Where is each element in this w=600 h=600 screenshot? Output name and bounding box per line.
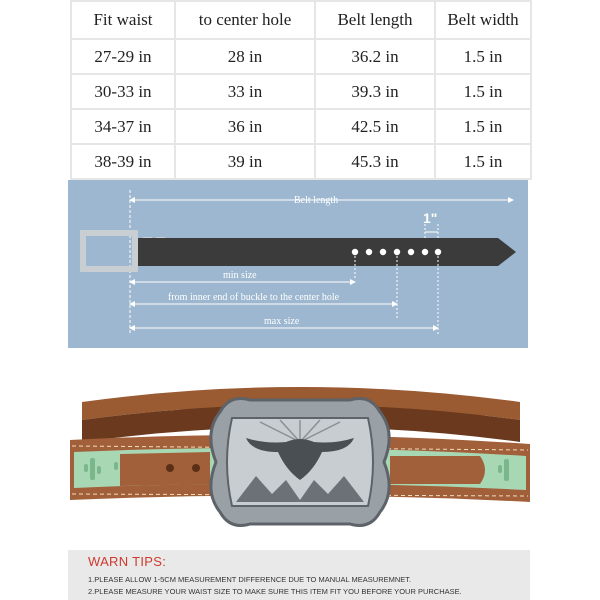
- table-cell: 28 in: [175, 39, 315, 74]
- table-cell: 34-37 in: [71, 109, 175, 144]
- belt-length-label: Belt length: [294, 195, 339, 206]
- header-belt-length: Belt length: [315, 1, 435, 39]
- warn-tips-title: WARN TIPS:: [88, 554, 167, 569]
- table-cell: 1.5 in: [435, 144, 531, 179]
- table-row: [71, 144, 531, 179]
- max-size-label: max size: [264, 316, 300, 327]
- table-row: [71, 109, 531, 144]
- table-cell: 27-29 in: [71, 39, 175, 74]
- table-row: [71, 39, 531, 74]
- header-fit-waist: Fit waist: [71, 1, 175, 39]
- table-cell: 45.3 in: [315, 144, 435, 179]
- center-hole-label: from inner end of buckle to the center hole: [168, 292, 340, 303]
- warn-tips-panel: [68, 550, 530, 600]
- table-cell: 42.5 in: [315, 109, 435, 144]
- table-cell: 39.3 in: [315, 74, 435, 109]
- table-row: [71, 74, 531, 109]
- size-table: [70, 0, 532, 180]
- header-belt-width: Belt width: [435, 1, 531, 39]
- belt-strap-icon: [138, 238, 516, 266]
- table-cell: 36 in: [175, 109, 315, 144]
- table-cell: 1.5 in: [435, 74, 531, 109]
- one-inch-label: 1": [423, 210, 438, 226]
- table-cell: 39 in: [175, 144, 315, 179]
- belt-measurement-diagram: [68, 180, 528, 348]
- buckle-icon: [211, 399, 389, 526]
- min-size-label: min size: [223, 270, 257, 281]
- warn-tip-1: 1.PLEASE ALLOW 1-5CM MEASUREMENT DIFFERENCE DUE TO MANUAL MEASUREMNET.: [88, 575, 412, 584]
- size-table-header-row: [71, 1, 531, 39]
- header-center-hole: to center hole: [175, 1, 315, 39]
- table-cell: 33 in: [175, 74, 315, 109]
- table-cell: 36.2 in: [315, 39, 435, 74]
- table-cell: 1.5 in: [435, 39, 531, 74]
- longhorn-belt-buckle-image: [60, 372, 540, 552]
- table-cell: 1.5 in: [435, 109, 531, 144]
- table-cell: 30-33 in: [71, 74, 175, 109]
- table-cell: 38-39 in: [71, 144, 175, 179]
- warn-tip-2: 2.PLEASE MEASURE YOUR WAIST SIZE TO MAKE SURE THIS ITEM FIT YOU BEFORE YOUR PURCHASE.: [88, 587, 462, 596]
